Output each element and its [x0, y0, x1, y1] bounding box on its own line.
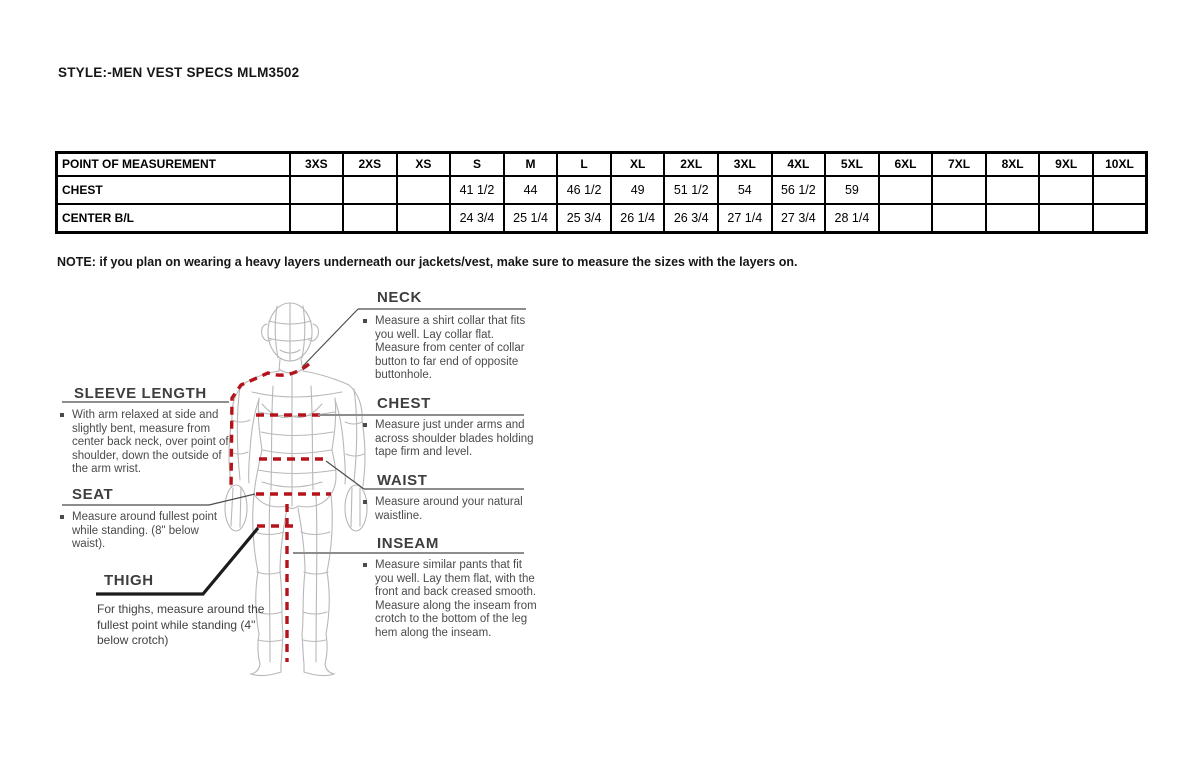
guide-inseam	[363, 536, 543, 640]
guide-waist-heading: WAIST	[377, 472, 428, 489]
col-header-size: S	[450, 153, 504, 176]
col-header-size: M	[504, 153, 558, 176]
col-header-size: 5XL	[825, 153, 879, 176]
table-header-row	[57, 153, 1147, 176]
col-header-size: 9XL	[1039, 153, 1093, 176]
col-header-size: 4XL	[772, 153, 826, 176]
cell: 26 3/4	[664, 204, 718, 233]
col-header-point-of-measurement: POINT OF MEASUREMENT	[57, 153, 290, 176]
cell	[1093, 176, 1147, 205]
guide-seat-heading: SEAT	[72, 486, 114, 503]
col-header-size: 8XL	[986, 153, 1040, 176]
guide-sleeve-length-heading: SLEEVE LENGTH	[74, 385, 207, 402]
col-header-size: 2XL	[664, 153, 718, 176]
col-header-size: L	[557, 153, 611, 176]
guide-sleeve-length-desc: With arm relaxed at side and slightly bent, measure from center back neck, over point of shoulder, down the outside of the arm wrist.	[60, 409, 232, 477]
guide-chest	[363, 396, 541, 460]
guide-thigh-desc: For thighs, measure around the fullest point while standing (4" below crotch)	[97, 602, 265, 647]
cell	[879, 204, 933, 233]
bullet-icon	[363, 563, 367, 567]
row-label: CENTER B/L	[57, 204, 290, 233]
cell	[290, 176, 344, 205]
guide-waist	[363, 473, 531, 523]
bullet-icon	[363, 423, 367, 427]
cell	[290, 204, 344, 233]
guide-neck-heading: NECK	[377, 289, 422, 306]
col-header-size: 7XL	[932, 153, 986, 176]
guide-neck-desc: Measure a shirt collar that fits you well. Lay collar flat. Measure from center of collar button to far end of opposite buttonhole.	[363, 315, 535, 383]
guide-inseam-desc: Measure similar pants that fit you well. Lay them flat, with the front and back creased smooth. Measure along the inseam from crotch to the bottom of the leg hem along the inseam.	[363, 559, 543, 640]
cell: 54	[718, 176, 772, 205]
cell	[1093, 204, 1147, 233]
cell	[343, 204, 397, 233]
guide-neck	[363, 290, 535, 383]
bullet-icon	[363, 319, 367, 323]
note-text: NOTE: if you plan on wearing a heavy layers underneath our jackets/vest, make sure to measure the sizes with the layers on.	[57, 255, 798, 269]
bullet-icon	[363, 500, 367, 504]
guide-waist-desc: Measure around your natural waistline.	[363, 496, 531, 523]
cell	[986, 204, 1040, 233]
table-row-chest	[57, 176, 1147, 205]
cell	[397, 176, 451, 205]
cell	[932, 204, 986, 233]
bullet-icon	[60, 515, 64, 519]
guide-seat-desc: Measure around fullest point while standing. (8" below waist).	[60, 511, 225, 552]
cell: 56 1/2	[772, 176, 826, 205]
cell: 46 1/2	[557, 176, 611, 205]
guide-chest-heading: CHEST	[377, 395, 431, 412]
cell	[397, 204, 451, 233]
bullet-icon	[60, 413, 64, 417]
cell	[343, 176, 397, 205]
guide-sleeve-length	[60, 386, 232, 477]
cell	[986, 176, 1040, 205]
table-row-center-bl	[57, 204, 1147, 233]
col-header-size: XS	[397, 153, 451, 176]
cell: 27 1/4	[718, 204, 772, 233]
cell: 28 1/4	[825, 204, 879, 233]
cell	[932, 176, 986, 205]
cell: 44	[504, 176, 558, 205]
cell: 51 1/2	[664, 176, 718, 205]
cell: 59	[825, 176, 879, 205]
col-header-size: 2XS	[343, 153, 397, 176]
col-header-size: 10XL	[1093, 153, 1147, 176]
cell: 27 3/4	[772, 204, 826, 233]
col-header-size: 6XL	[879, 153, 933, 176]
row-label: CHEST	[57, 176, 290, 205]
guide-chest-desc: Measure just under arms and across shoulder blades holding tape firm and level.	[363, 419, 541, 460]
cell	[879, 176, 933, 205]
cell: 24 3/4	[450, 204, 504, 233]
guide-inseam-heading: INSEAM	[377, 535, 439, 552]
cell: 41 1/2	[450, 176, 504, 205]
cell	[1039, 204, 1093, 233]
guide-thigh-heading: THIGH	[104, 572, 154, 589]
page-title: STYLE:-MEN VEST SPECS MLM3502	[58, 65, 300, 80]
cell: 25 3/4	[557, 204, 611, 233]
cell	[1039, 176, 1093, 205]
guide-thigh	[97, 573, 279, 649]
col-header-size: 3XL	[718, 153, 772, 176]
cell: 25 1/4	[504, 204, 558, 233]
size-chart-table	[55, 151, 1148, 234]
cell: 26 1/4	[611, 204, 665, 233]
col-header-size: 3XS	[290, 153, 344, 176]
cell: 49	[611, 176, 665, 205]
col-header-size: XL	[611, 153, 665, 176]
guide-seat	[60, 487, 225, 552]
